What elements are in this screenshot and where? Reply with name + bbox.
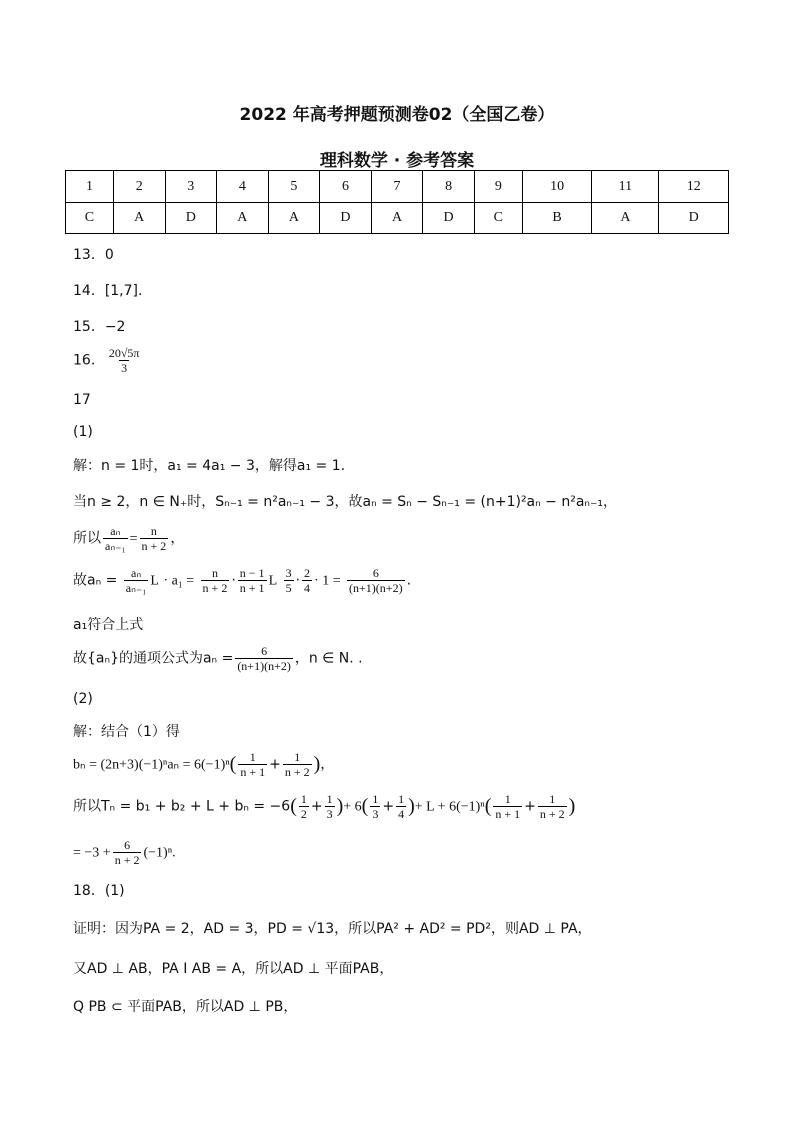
q17-solution-2: 解：结合（1）得 bbox=[73, 724, 180, 740]
question-number-cell: 7 bbox=[371, 171, 423, 203]
tn-frac-6-num: 1 bbox=[549, 792, 556, 806]
question-number-cell: 11 bbox=[592, 171, 659, 203]
bn-frac-1-den: n + 1 bbox=[240, 765, 266, 779]
answer-cell: D bbox=[659, 203, 729, 234]
product-frac-35-den: 5 bbox=[285, 581, 292, 595]
bn-frac-2-den: n + 2 bbox=[284, 765, 310, 779]
product-end: . bbox=[406, 572, 412, 589]
paren-close: ) bbox=[313, 753, 321, 775]
q17-a1-fits: a₁符合上式 bbox=[73, 617, 144, 633]
tn-frac-3-den: 3 bbox=[372, 807, 379, 821]
tn-frac-3-num: 1 bbox=[372, 792, 379, 806]
question-number-cell: 12 bbox=[659, 171, 729, 203]
answer-table-answers-row bbox=[66, 203, 729, 234]
paren-close: ) bbox=[336, 795, 344, 817]
tn-res-frac bbox=[113, 838, 142, 867]
tn-res-prefix: = −3 + bbox=[73, 845, 111, 861]
q17-ratio-line bbox=[73, 524, 184, 553]
bn-frac-2-num: 1 bbox=[294, 750, 301, 764]
q16-label: 16． bbox=[73, 352, 105, 369]
tn-res-suffix: (−1)ⁿ. bbox=[143, 845, 176, 861]
q17-tn-result bbox=[73, 838, 176, 867]
paren-open: ( bbox=[290, 795, 297, 817]
paren-close: ) bbox=[568, 795, 576, 817]
ratio-rhs-num: n bbox=[150, 524, 157, 538]
general-num: 6 bbox=[261, 644, 268, 658]
ratio-suffix: ， bbox=[170, 530, 185, 547]
page-title: 2022 年高考押题预测卷02（全国乙卷） bbox=[239, 105, 555, 125]
tn-frac-5 bbox=[493, 792, 522, 821]
product-result bbox=[347, 566, 405, 595]
answer-cell: A bbox=[592, 203, 659, 234]
tn-frac-4 bbox=[396, 792, 406, 821]
q18-label: 18．(1) bbox=[73, 883, 125, 899]
product-frac-1 bbox=[124, 566, 149, 595]
bn-frac-1 bbox=[238, 750, 267, 779]
tn-frac-3 bbox=[370, 792, 380, 821]
question-number-cell: 10 bbox=[522, 171, 592, 203]
q17-general-formula bbox=[73, 644, 363, 673]
tn-frac-1 bbox=[299, 792, 309, 821]
q14-answer: 14．[1,7]. bbox=[73, 283, 143, 299]
paren-open: ( bbox=[484, 795, 492, 817]
answer-table-numbers-row bbox=[66, 171, 729, 203]
tn-frac-2-num: 1 bbox=[326, 792, 333, 806]
product-frac-n1-num: n − 1 bbox=[239, 566, 265, 580]
answer-cell: C bbox=[474, 203, 522, 234]
general-fraction bbox=[235, 644, 293, 673]
product-tail: · a₁ = bbox=[163, 573, 195, 589]
tn-frac-2 bbox=[325, 792, 335, 821]
bn-lhs: bₙ = (2n+3)(−1)ⁿaₙ = 6(−1)ⁿ bbox=[73, 757, 230, 773]
tn-frac-1-num: 1 bbox=[300, 792, 307, 806]
tn-prefix: 所以Tₙ = b₁ + b₂ + L + bₙ = −6 bbox=[73, 798, 291, 815]
tn-mid2: + L + 6(−1)ⁿ bbox=[414, 799, 485, 815]
paren-open: ( bbox=[229, 753, 237, 775]
ratio-prefix: 所以 bbox=[73, 530, 101, 547]
tn-frac-5-num: 1 bbox=[504, 792, 511, 806]
paren-open: ( bbox=[361, 795, 369, 817]
product-prefix: 故aₙ = bbox=[73, 572, 118, 589]
product-frac-24-den: 4 bbox=[304, 581, 311, 595]
q17-part2-label: (2) bbox=[73, 691, 93, 707]
q13-answer: 13．0 bbox=[73, 247, 114, 263]
product-result-den: (n+1)(n+2) bbox=[349, 581, 403, 595]
question-number-cell: 2 bbox=[113, 171, 165, 203]
product-one: · 1 = bbox=[314, 573, 341, 589]
ratio-lhs bbox=[103, 524, 128, 553]
product-result-num: 6 bbox=[372, 566, 379, 580]
product-dots: L bbox=[268, 573, 278, 589]
tn-res-num: 6 bbox=[124, 838, 131, 852]
q16-fraction bbox=[107, 346, 142, 375]
product-frac-1-num: aₙ bbox=[131, 566, 142, 580]
product-frac-1-den: aₙ₋₁ bbox=[125, 581, 147, 595]
answer-cell: A bbox=[113, 203, 165, 234]
tn-frac-4-den: 4 bbox=[398, 807, 405, 821]
product-frac-35 bbox=[284, 566, 294, 595]
tn-res-den: n + 2 bbox=[114, 853, 140, 867]
product-frac-n1-den: n + 1 bbox=[239, 581, 265, 595]
q17-solution-1: 解：n = 1时，a₁ = 4a₁ − 3，解得a₁ = 1. bbox=[73, 458, 346, 474]
tn-mid: + 6 bbox=[343, 799, 362, 815]
ratio-rhs-den: n + 2 bbox=[141, 539, 167, 553]
general-suffix: ，n ∈ N. . bbox=[294, 650, 363, 667]
q18-line-3: Q PB ⊂ 平面PAB，所以AD ⊥ PB， bbox=[73, 999, 298, 1015]
bn-frac-2 bbox=[283, 750, 312, 779]
general-prefix: 故{aₙ}的通项公式为aₙ = bbox=[73, 650, 234, 667]
q16-denominator: 3 bbox=[121, 361, 128, 375]
q16-numerator: 20√5π bbox=[108, 346, 140, 360]
equals-sign: = bbox=[129, 531, 138, 547]
product-frac-24 bbox=[302, 566, 312, 595]
q17-product-line: 故aₙ = $\frac{\text{aₙ}}{\text{aₙ₋₁}}$ L · a₁ = $\frac{n}{n + 2}$ · $\frac{n - 1}{n + 1}$ L $\frac{3}{5}$ · $\frac{2}{4}$ · 1 = $\frac{6}{(n+1)(n+2)}$ . bbox=[73, 566, 412, 595]
product-frac-n-den: n + 2 bbox=[202, 581, 228, 595]
answer-table bbox=[65, 170, 729, 234]
ratio-rhs bbox=[140, 524, 169, 553]
tn-frac-5-den: n + 1 bbox=[495, 807, 521, 821]
tn-frac-6-den: n + 2 bbox=[539, 807, 565, 821]
answer-cell: C bbox=[66, 203, 114, 234]
tn-frac-2-den: 3 bbox=[326, 807, 333, 821]
answer-cell: A bbox=[371, 203, 423, 234]
q17-bn-line: bₙ = (2n+3)(−1)ⁿaₙ = 6(−1)ⁿ( $\frac{1}{n + 1}$ + $\frac{1}{n + 2}$ )， bbox=[73, 750, 335, 779]
product-frac-n1 bbox=[238, 566, 267, 595]
question-number-cell: 9 bbox=[474, 171, 522, 203]
q15-answer: 15．−2 bbox=[73, 319, 126, 335]
answer-cell: A bbox=[217, 203, 269, 234]
question-number-cell: 1 bbox=[66, 171, 114, 203]
answer-cell: A bbox=[268, 203, 320, 234]
page-subtitle: 理科数学 · 参考答案 bbox=[319, 151, 475, 171]
q17-tn-line: 所以Tₙ = b₁ + b₂ + L + bₙ = −6( $\frac{1}{2}$ + $\frac{1}{3}$ )+ 6( $\frac{1}{3}$ + $\frac{1}{4}$ )+ L + 6(−1)ⁿ( $\frac{1}{n + 1}$ + $\frac{1}{n + 2}$ ) bbox=[73, 792, 576, 821]
tn-frac-1-den: 2 bbox=[300, 807, 307, 821]
product-frac-35-num: 3 bbox=[285, 566, 292, 580]
ratio-lhs-num: aₙ bbox=[110, 524, 121, 538]
q16-answer bbox=[73, 346, 143, 375]
product-frac-n bbox=[201, 566, 230, 595]
general-den: (n+1)(n+2) bbox=[237, 659, 291, 673]
q18-line-1: 证明：因为PA = 2，AD = 3，PD = √13，所以PA² + AD² = PD²，则AD ⊥ PA， bbox=[73, 921, 592, 937]
product-mid: L bbox=[150, 573, 159, 589]
q18-line-2: 又AD ⊥ AB，PA I AB = A，所以AD ⊥ 平面PAB， bbox=[73, 961, 394, 977]
answer-cell: D bbox=[320, 203, 372, 234]
product-frac-24-num: 2 bbox=[304, 566, 311, 580]
tn-frac-6 bbox=[538, 792, 567, 821]
answer-cell: D bbox=[423, 203, 475, 234]
answer-cell: D bbox=[165, 203, 217, 234]
question-number-cell: 6 bbox=[320, 171, 372, 203]
question-number-cell: 3 bbox=[165, 171, 217, 203]
tn-frac-4-num: 1 bbox=[398, 792, 405, 806]
question-number-cell: 5 bbox=[268, 171, 320, 203]
q17-case-line: 当n ≥ 2，n ∈ N₊时，Sₙ₋₁ = n²aₙ₋₁ − 3，故aₙ = Sₙ − Sₙ₋₁ = (n+1)²aₙ − n²aₙ₋₁， bbox=[73, 494, 617, 510]
bn-frac-1-num: 1 bbox=[249, 750, 256, 764]
question-number-cell: 4 bbox=[217, 171, 269, 203]
answer-cell: B bbox=[522, 203, 592, 234]
ratio-lhs-den: aₙ₋₁ bbox=[105, 539, 126, 553]
q17-part1-label: (1) bbox=[73, 424, 93, 440]
bn-end: ， bbox=[320, 756, 335, 773]
q17-label: 17 bbox=[73, 392, 91, 408]
paren-close: ) bbox=[408, 795, 415, 817]
question-number-cell: 8 bbox=[423, 171, 475, 203]
product-frac-n-num: n bbox=[211, 566, 218, 580]
